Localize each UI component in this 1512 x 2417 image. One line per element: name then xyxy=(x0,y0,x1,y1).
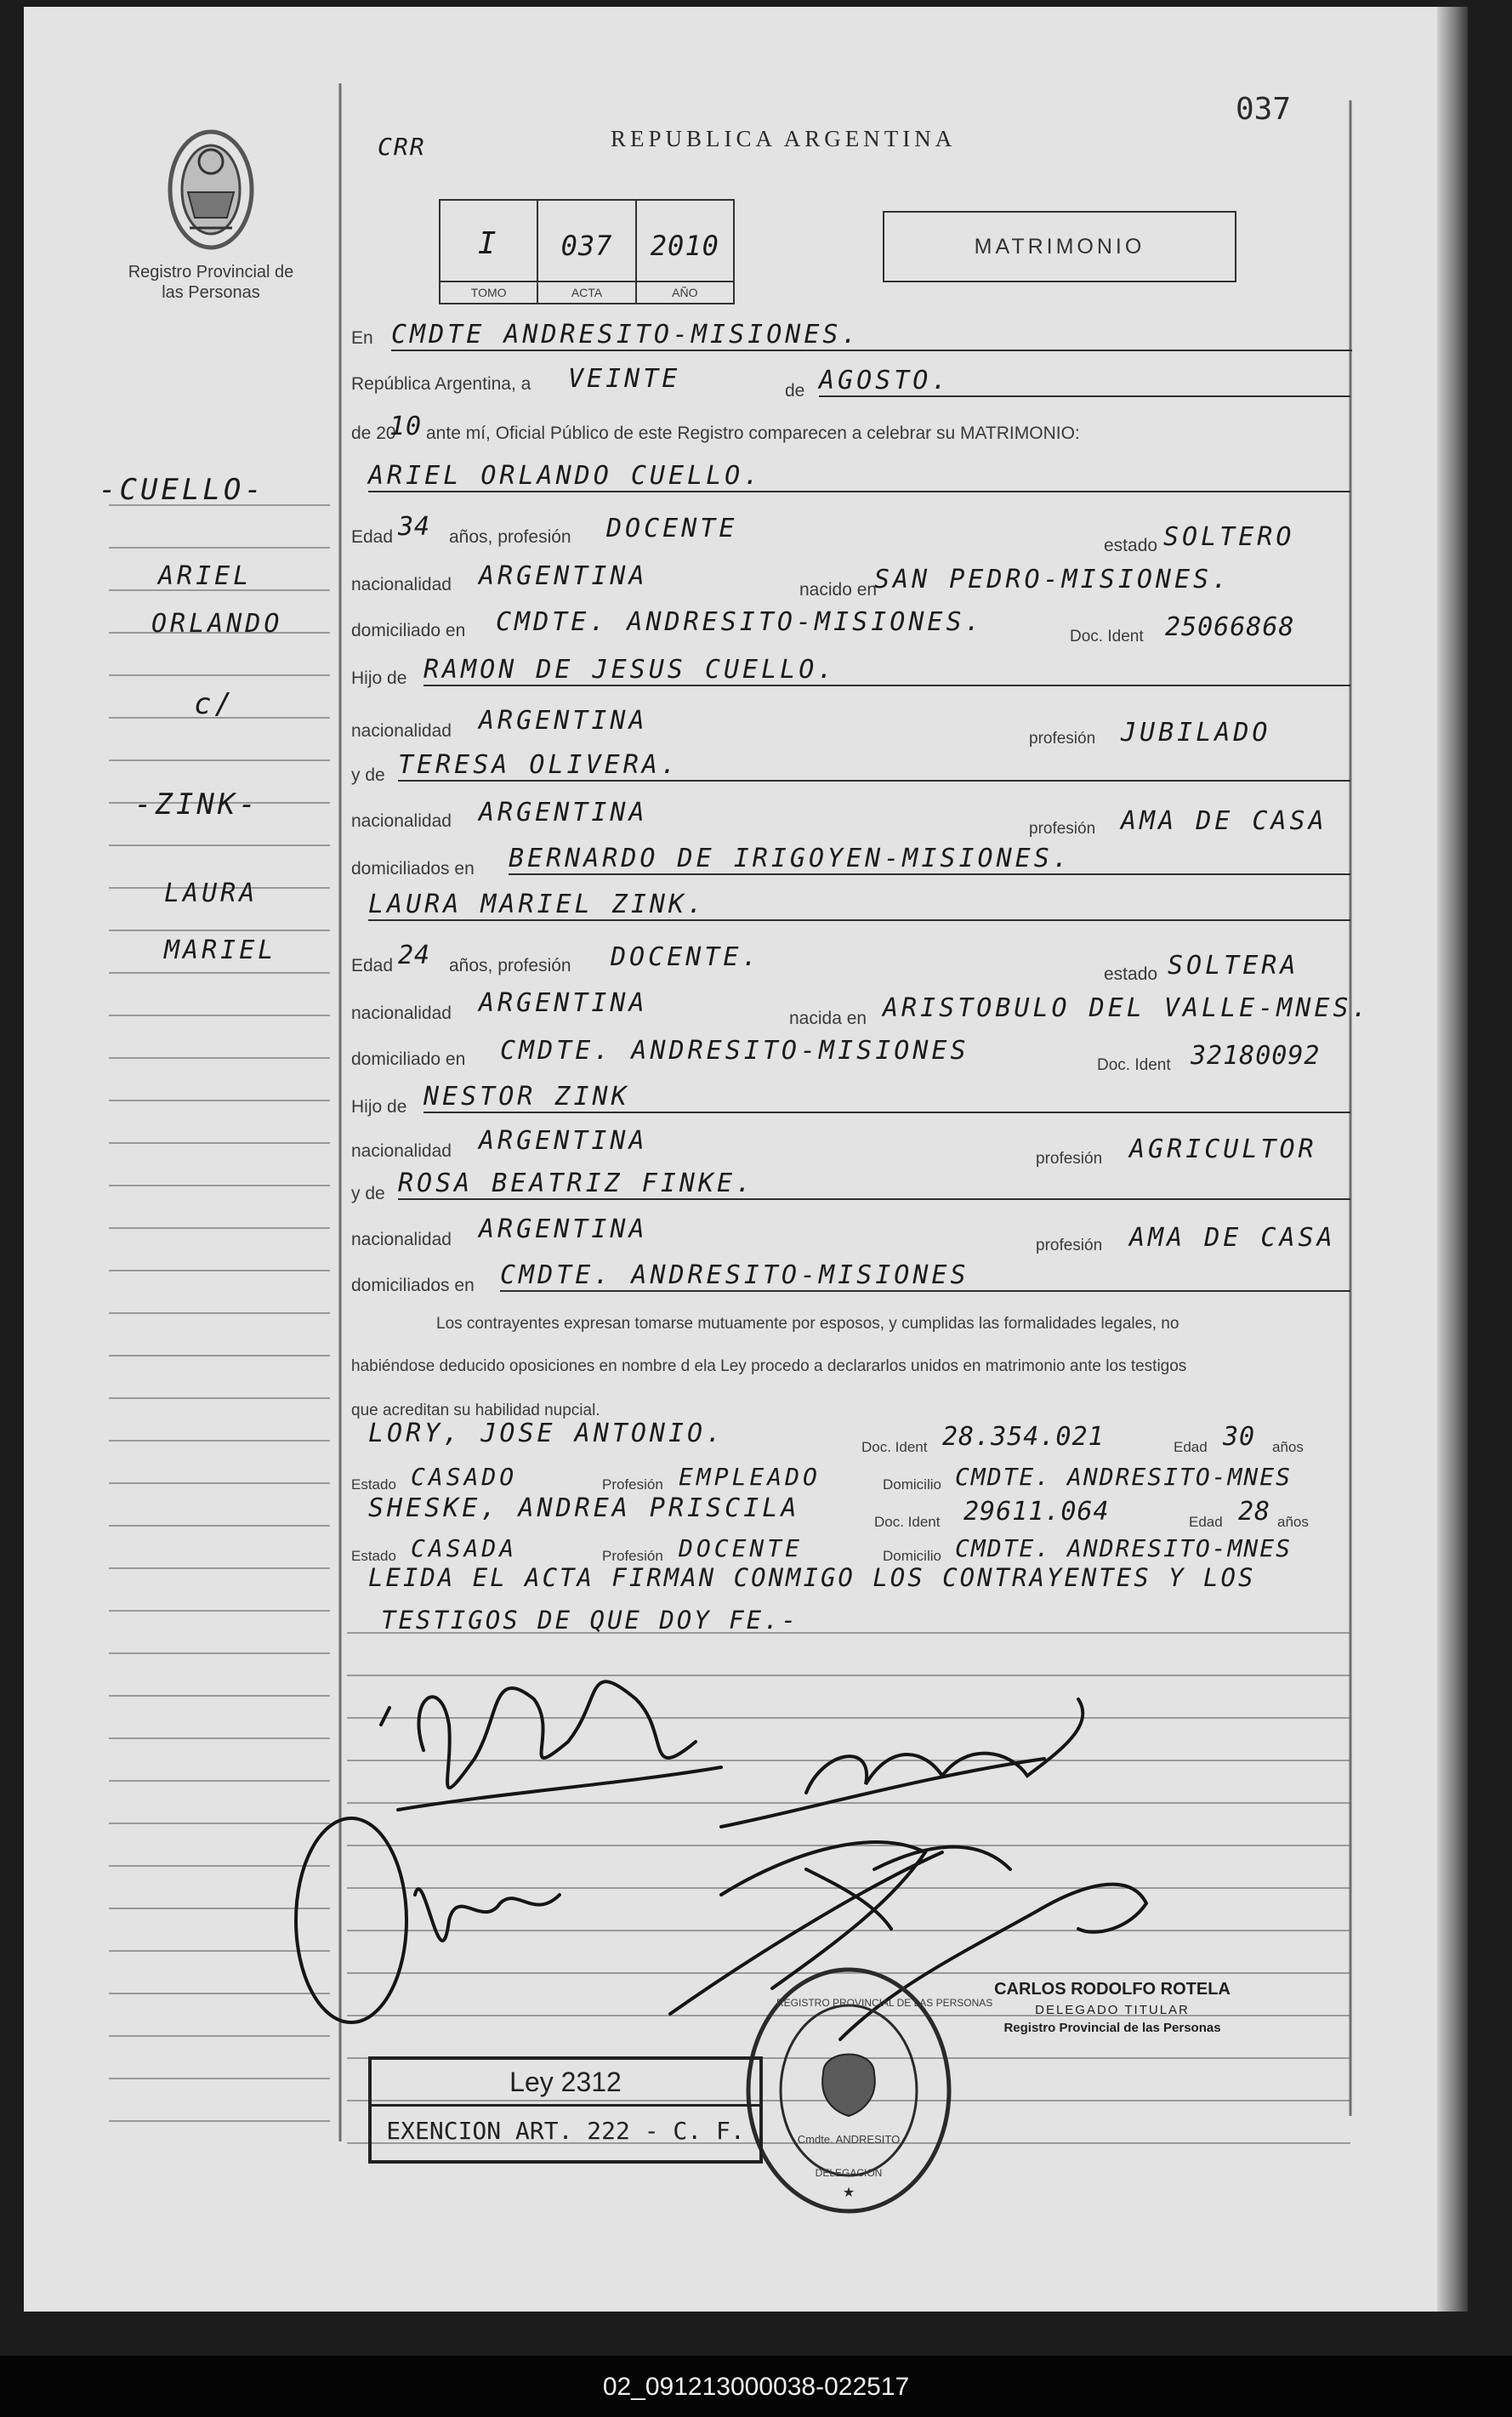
profesion-label-2: profesión xyxy=(1029,820,1096,838)
provincial-coat-of-arms xyxy=(164,126,258,253)
officer-office: Registro Provincial de las Personas xyxy=(1003,2021,1221,2035)
bride-birthplace: ARISTOBULO DEL VALLE-MNES. xyxy=(883,993,1371,1023)
nacionalidad-label: nacionalidad xyxy=(351,575,452,594)
de-label: de xyxy=(785,381,805,401)
page-number: 037 xyxy=(1236,92,1292,127)
groom-father-profession: JUBILADO xyxy=(1121,718,1271,748)
officer-name: CARLOS RODOLFO ROTELA xyxy=(994,1980,1231,1999)
groom-birthplace: SAN PEDRO-MISIONES. xyxy=(874,565,1231,594)
exemption-law: Ley 2312 xyxy=(372,2060,759,2107)
margin-name-2b: MARIEL xyxy=(164,936,277,965)
republic-label: República Argentina, a xyxy=(351,374,531,394)
witness-profesion-label: Profesión xyxy=(602,1476,663,1493)
witness-2-doc: 29611.064 xyxy=(963,1497,1110,1527)
officer-stamp xyxy=(976,1980,1248,2035)
bride-status: SOLTERA xyxy=(1168,951,1299,981)
bride-mother-nationality: ARGENTINA xyxy=(479,1214,648,1244)
anos-profesion-label-2: años, profesión xyxy=(449,956,571,975)
margin-surname-2: -ZINK- xyxy=(134,788,259,822)
groom-nationality: ARGENTINA xyxy=(479,561,648,591)
witness-2-profession: DOCENTE xyxy=(679,1534,804,1562)
register-page xyxy=(24,7,1468,2312)
year-suffix: 10 xyxy=(389,412,423,441)
crr-mark: CRR xyxy=(378,133,426,161)
edad-label: Edad xyxy=(351,527,394,547)
exemption-stamp xyxy=(368,2056,763,2164)
domiciliado-label-2: domiciliado en xyxy=(351,1049,466,1069)
bride-father-nationality: ARGENTINA xyxy=(479,1126,648,1156)
svg-text:★: ★ xyxy=(842,2186,855,2200)
legal-text-3: que acreditan su habilidad nupcial. xyxy=(351,1402,600,1419)
bride-name: LAURA MARIEL ZINK. xyxy=(368,890,1350,921)
groom-profession: DOCENTE xyxy=(606,514,738,543)
en-label: En xyxy=(351,328,373,348)
groom-mother-profession: AMA DE CASA xyxy=(1121,806,1327,836)
y-de-label-2: y de xyxy=(351,1184,385,1203)
marriage-day: VEINTE xyxy=(568,364,681,394)
round-stamp-inner-text: Cmdte. ANDRESITO xyxy=(797,2133,901,2146)
anio-value: 2010 xyxy=(650,230,719,262)
groom-parents-domicile: BERNARDO DE IRIGOYEN-MISIONES. xyxy=(509,844,1350,875)
bride-age: 24 xyxy=(398,941,431,970)
witness-1-profession: EMPLEADO xyxy=(679,1463,821,1491)
tomo-value: I xyxy=(477,226,500,261)
estado-label-2: estado xyxy=(1104,964,1158,984)
nacionalidad-label-6: nacionalidad xyxy=(351,1230,452,1249)
book-spine xyxy=(1437,7,1468,2312)
witness-2-status: CASADA xyxy=(411,1534,518,1562)
signature-lower-left xyxy=(415,1889,560,1941)
nacionalidad-label-2: nacionalidad xyxy=(351,721,452,741)
groom-name: ARIEL ORLANDO CUELLO. xyxy=(368,461,1350,492)
groom-age: 34 xyxy=(398,512,431,542)
profesion-label: profesión xyxy=(1029,730,1096,748)
hijo-de-label: Hijo de xyxy=(351,668,407,688)
witness-doc-label-2: Doc. Ident xyxy=(874,1514,941,1530)
bride-domicile: CMDTE. ANDRESITO-MISIONES xyxy=(500,1036,969,1066)
officer-title: DELEGADO TITULAR xyxy=(1035,2003,1190,2017)
domiciliado-label: domiciliado en xyxy=(351,621,466,640)
nacido-en-label: nacido en xyxy=(799,580,878,600)
groom-mother-nationality: ARGENTINA xyxy=(479,798,648,827)
witness-1-status: CASADO xyxy=(411,1463,518,1491)
witness-profesion-label-2: Profesión xyxy=(602,1548,663,1564)
witness-edad-label-2: Edad xyxy=(1189,1514,1223,1530)
groom-father-nationality: ARGENTINA xyxy=(479,706,648,736)
estado-label: estado xyxy=(1104,536,1158,555)
acta-label: ACTA xyxy=(538,281,634,303)
witness-1-age: 30 xyxy=(1223,1422,1256,1452)
witness-doc-label: Doc. Ident xyxy=(861,1439,928,1455)
margin-name-2a: LAURA xyxy=(164,879,259,908)
edad-label-2: Edad xyxy=(351,956,394,975)
domiciliados-label: domiciliados en xyxy=(351,859,475,879)
doc-ident-label: Doc. Ident xyxy=(1070,628,1144,645)
witness-estado-label-2: Estado xyxy=(351,1548,396,1564)
witness-domicilio-label-2: Domicilio xyxy=(883,1548,941,1564)
anos-profesion-label: años, profesión xyxy=(449,527,571,547)
acta-cell xyxy=(538,201,636,303)
record-id-box xyxy=(439,199,735,304)
nacionalidad-label-4: nacionalidad xyxy=(351,1004,452,1023)
margin-name-1a: ARIEL xyxy=(158,561,253,591)
legal-text-1: Los contrayentes expresan tomarse mutuamente por esposos, y cumplidas las formalidades legales, no xyxy=(436,1315,1179,1333)
witness-anos-label-2: años xyxy=(1277,1514,1309,1530)
margin-name-1b: ORLANDO xyxy=(151,609,283,639)
nacionalidad-label-5: nacionalidad xyxy=(351,1141,452,1161)
tomo-label: TOMO xyxy=(441,281,537,303)
marriage-place: CMDTE ANDRESITO-MISIONES. xyxy=(391,320,1352,351)
hijo-de-label-2: Hijo de xyxy=(351,1097,407,1117)
round-stamp-outer-text: REGISTRO PROVINCIAL DE LAS PERSONAS xyxy=(776,1997,993,2009)
groom-mother: TERESA OLIVERA. xyxy=(398,750,1350,782)
witness-edad-label: Edad xyxy=(1174,1439,1208,1455)
bride-father: NESTOR ZINK xyxy=(423,1082,1350,1113)
round-stamp-bottom-text: DELEGACION xyxy=(815,2167,883,2179)
y-de-label: y de xyxy=(351,765,385,785)
anio-cell xyxy=(637,201,733,303)
margin-conjunction: c/ xyxy=(194,687,236,721)
witness-domicilio-label: Domicilio xyxy=(883,1476,941,1493)
nacida-en-label: nacida en xyxy=(789,1009,867,1028)
record-type-box: MATRIMONIO xyxy=(883,211,1236,282)
witness-2-age: 28 xyxy=(1238,1497,1271,1527)
closing-line-2: TESTIGOS DE QUE DOY FE.- xyxy=(381,1606,799,1635)
witness-estado-label: Estado xyxy=(351,1476,396,1493)
country-title: REPUBLICA ARGENTINA xyxy=(611,126,957,151)
bride-nationality: ARGENTINA xyxy=(479,988,648,1018)
bride-parents-domicile: CMDTE. ANDRESITO-MISIONES xyxy=(500,1260,1350,1292)
groom-status: SOLTERO xyxy=(1163,522,1295,552)
scan-id: 02_091213000038-022517 xyxy=(602,2373,910,2401)
intro-statement: ante mí, Oficial Público de este Registro comparecen a celebrar su MATRIMONIO: xyxy=(426,424,1080,443)
witness-2-domicile: CMDTE. ANDRESITO-MNES xyxy=(955,1534,1293,1562)
signature-witness-right xyxy=(806,1699,1083,1793)
witness-2-name: SHESKE, ANDREA PRISCILA xyxy=(368,1493,800,1523)
bride-mother-profession: AMA DE CASA xyxy=(1129,1223,1336,1253)
tomo-cell xyxy=(441,201,538,303)
marriage-month: AGOSTO. xyxy=(819,366,1350,397)
groom-father: RAMON DE JESUS CUELLO. xyxy=(423,655,1350,686)
acta-value: 037 xyxy=(560,230,613,262)
witness-1-name: LORY, JOSE ANTONIO. xyxy=(368,1419,725,1448)
signature-groom xyxy=(418,1681,696,1788)
legal-text-2: habiéndose deducido oposiciones en nombre d ela Ley procedo a declararlos unidos en matrimonio ante los testigos xyxy=(351,1357,1187,1375)
groom-domicile: CMDTE. ANDRESITO-MISIONES. xyxy=(496,607,984,637)
nacionalidad-label-3: nacionalidad xyxy=(351,811,452,831)
anio-label: AÑO xyxy=(637,281,733,303)
year-prefix: de 20 xyxy=(351,424,396,443)
bride-father-profession: AGRICULTOR xyxy=(1129,1135,1317,1164)
margin-surname-1: -CUELLO- xyxy=(99,473,265,507)
closing-line-1: LEIDA EL ACTA FIRMAN CONMIGO LOS CONTRAYENTES Y LOS xyxy=(368,1563,1256,1592)
round-delegation-stamp xyxy=(742,1963,993,2218)
exemption-article: EXENCION ART. 222 - C. F. xyxy=(386,2117,745,2145)
witness-anos-label: años xyxy=(1272,1439,1304,1455)
profesion-label-3: profesión xyxy=(1036,1150,1103,1168)
witness-1-doc: 28.354.021 xyxy=(942,1422,1105,1452)
bride-doc: 32180092 xyxy=(1191,1041,1321,1071)
witness-1-domicile: CMDTE. ANDRESITO-MNES xyxy=(955,1463,1293,1491)
profesion-label-4: profesión xyxy=(1036,1237,1103,1254)
registry-name: Registro Provincial de las Personas xyxy=(128,263,294,302)
domiciliados-label-2: domiciliados en xyxy=(351,1276,475,1295)
doc-ident-label-2: Doc. Ident xyxy=(1097,1056,1171,1074)
groom-doc: 25066868 xyxy=(1165,612,1295,642)
bride-mother: ROSA BEATRIZ FINKE. xyxy=(398,1169,1350,1200)
bride-profession: DOCENTE. xyxy=(611,942,761,972)
